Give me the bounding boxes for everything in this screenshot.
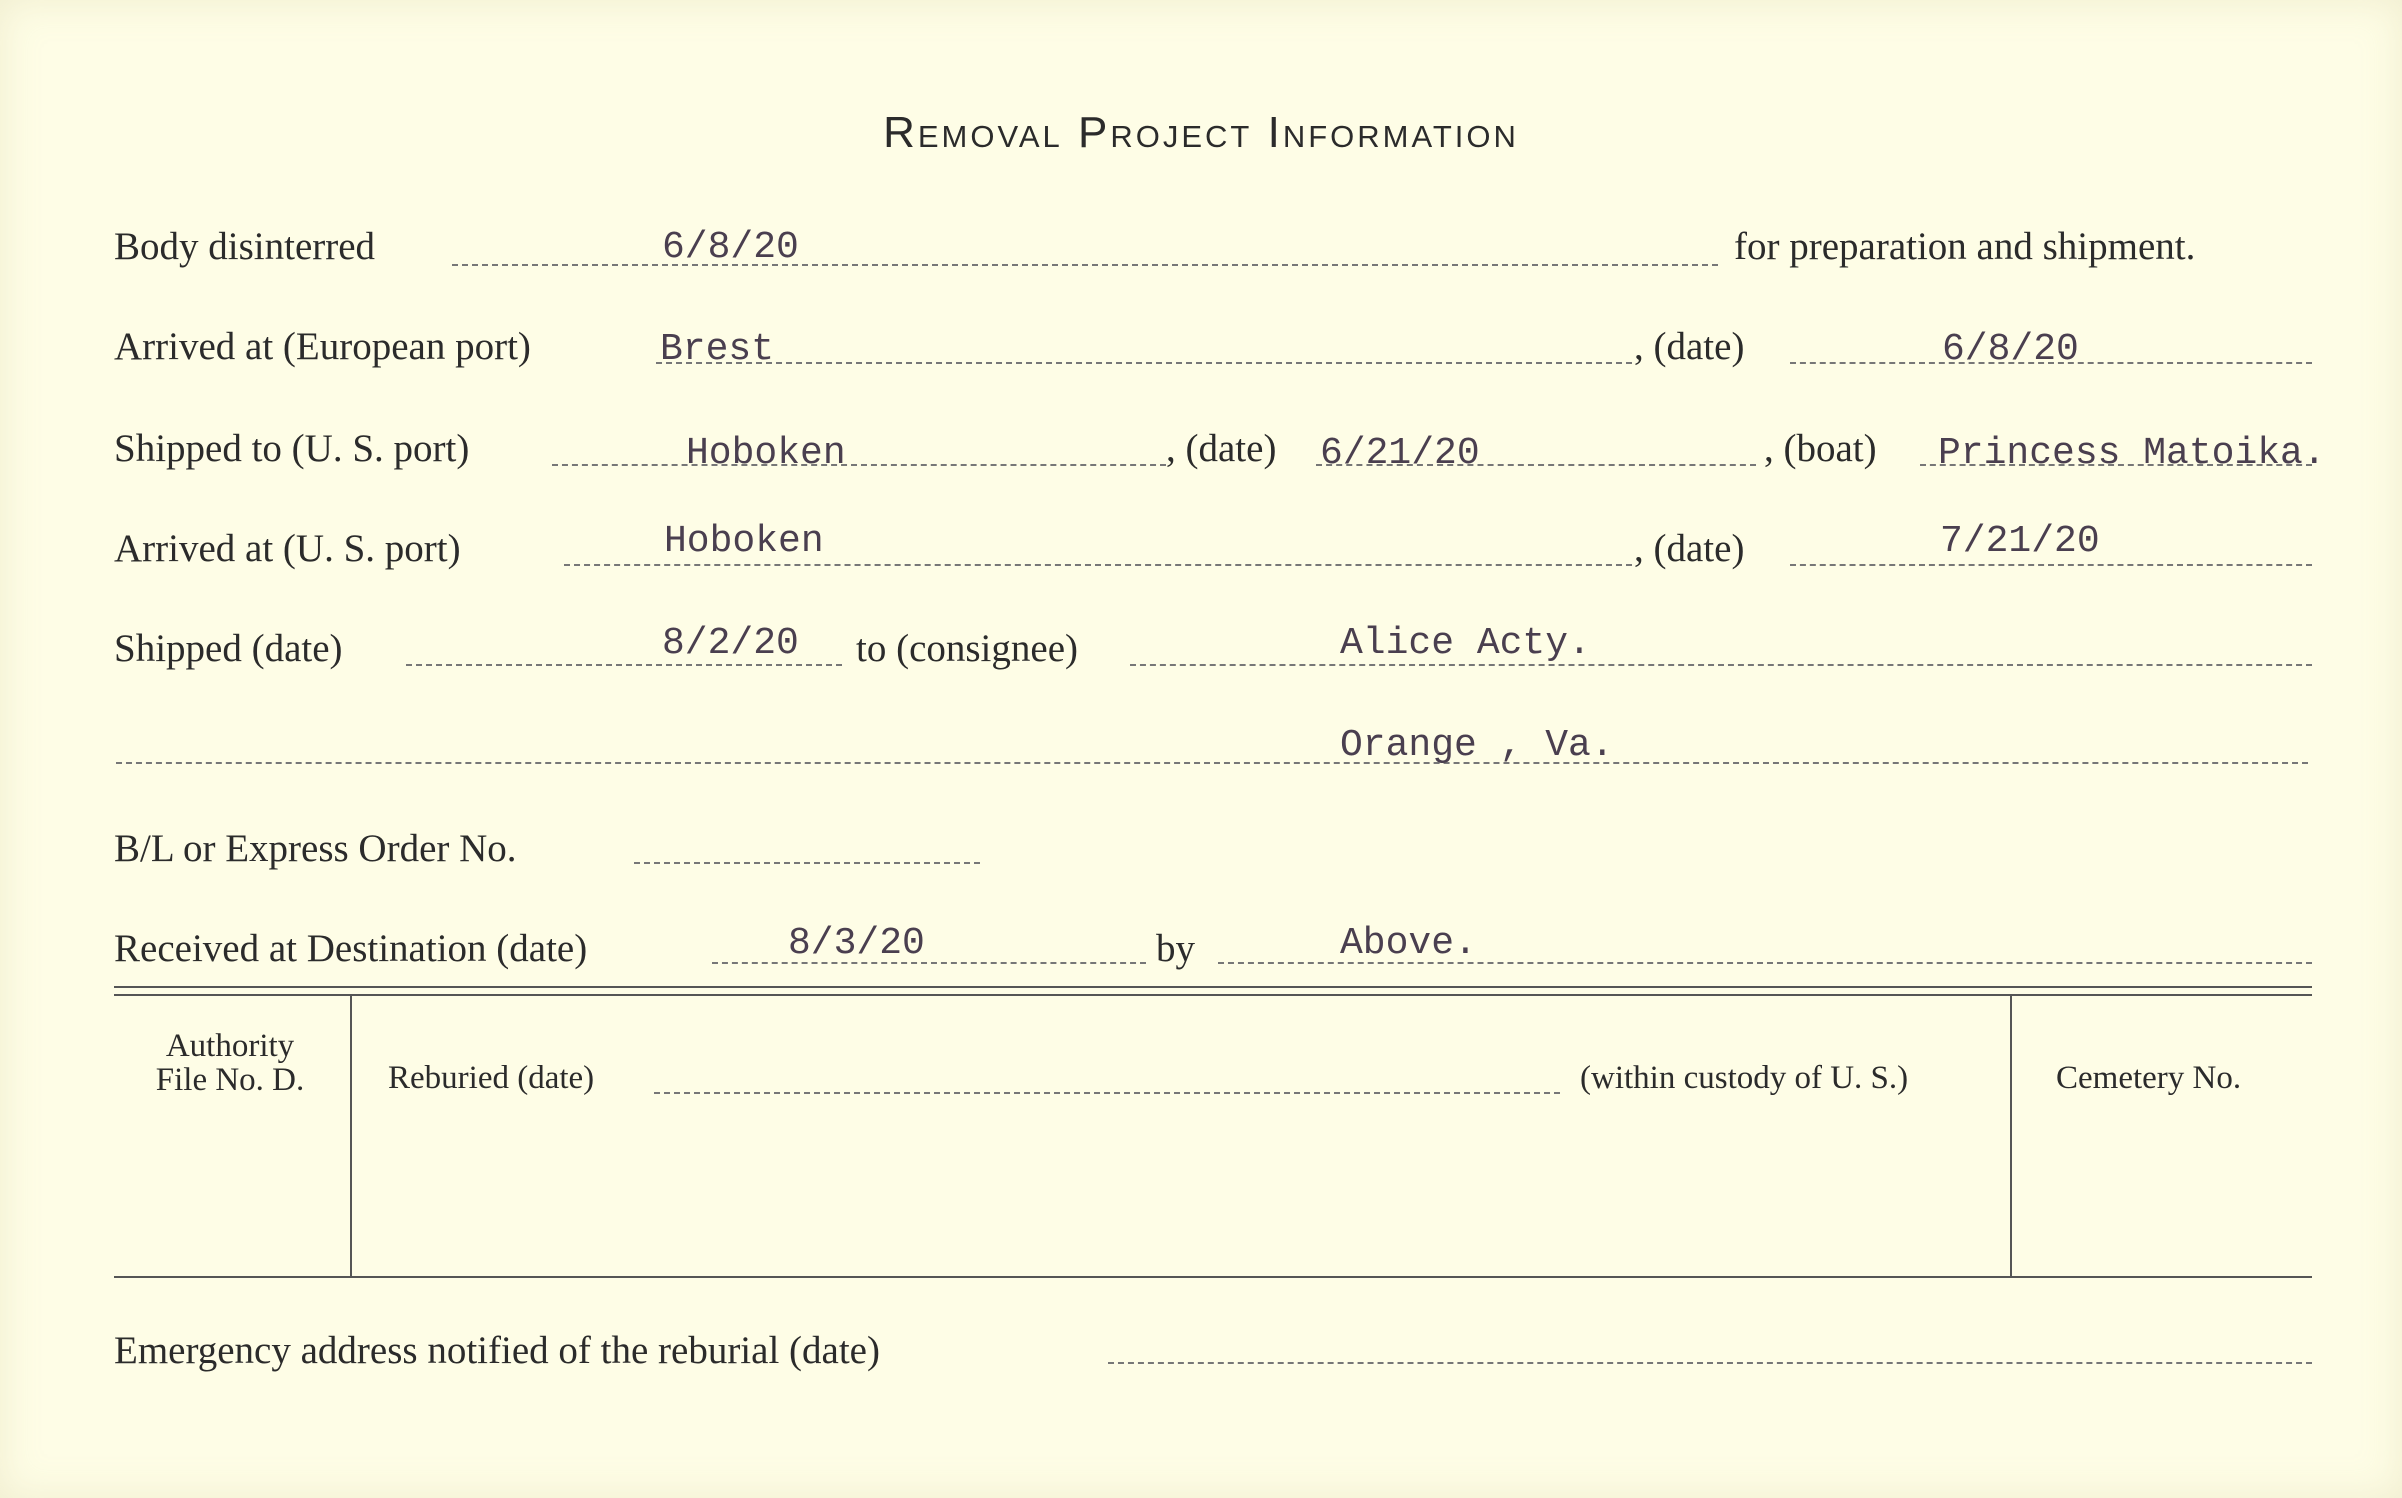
received-date-line bbox=[712, 962, 1146, 964]
received-date-value: 8/3/20 bbox=[788, 922, 925, 965]
authority-file-label: File No. D. bbox=[155, 1062, 305, 1098]
us-port-shipped-value: Hoboken bbox=[686, 432, 846, 475]
received-label: Received at Destination (date) bbox=[114, 927, 588, 970]
box-bottom-rule bbox=[114, 1276, 2312, 1278]
consignee-value: Alice Acty. bbox=[1340, 622, 1591, 665]
authority-divider bbox=[350, 996, 352, 1276]
body-disinterred-line bbox=[452, 264, 1718, 266]
shipped-date-label: Shipped (date) bbox=[114, 627, 343, 670]
authority-label: Authority bbox=[165, 1028, 295, 1064]
us-shipped-date-label: , (date) bbox=[1166, 427, 1277, 470]
european-port-label: Arrived at (European port) bbox=[114, 325, 531, 368]
card-title: Removal Project Information bbox=[883, 108, 1519, 157]
consignee-address-value: Orange , Va. bbox=[1340, 724, 1614, 767]
us-port-arrived-line bbox=[564, 564, 1632, 566]
reburied-line bbox=[654, 1092, 1560, 1094]
box-top-rule bbox=[114, 986, 2312, 988]
european-port-value: Brest bbox=[660, 328, 775, 371]
us-port-shipped-line bbox=[552, 464, 1166, 466]
body-disinterred-value: 6/8/20 bbox=[662, 226, 799, 269]
preparation-shipment-label: for preparation and shipment. bbox=[1734, 225, 2196, 268]
us-shipped-date-value: 6/21/20 bbox=[1320, 432, 1480, 475]
boat-value: Princess Matoika. bbox=[1938, 432, 2326, 475]
us-arrived-date-label: , (date) bbox=[1634, 527, 1745, 570]
bl-order-label: B/L or Express Order No. bbox=[114, 827, 517, 870]
boat-label: , (boat) bbox=[1764, 427, 1877, 470]
european-date-label: , (date) bbox=[1634, 325, 1745, 368]
received-by-value: Above. bbox=[1340, 922, 1477, 965]
us-port-arrived-label: Arrived at (U. S. port) bbox=[114, 527, 461, 570]
body-disinterred-label: Body disinterred bbox=[114, 225, 376, 268]
emergency-line bbox=[1108, 1362, 2312, 1364]
received-by-label: by bbox=[1156, 927, 1195, 970]
consignee-line bbox=[1130, 664, 2312, 666]
emergency-label: Emergency address notified of the reburial (date) bbox=[114, 1329, 880, 1372]
reburied-label: Reburied (date) bbox=[388, 1060, 595, 1096]
consignee-address-line bbox=[116, 762, 2308, 764]
consignee-label: to (consignee) bbox=[856, 627, 1079, 670]
shipped-date-value: 8/2/20 bbox=[662, 622, 799, 665]
us-port-shipped-label: Shipped to (U. S. port) bbox=[114, 427, 470, 470]
european-date-value: 6/8/20 bbox=[1942, 328, 2079, 371]
us-arrived-date-line bbox=[1790, 564, 2312, 566]
us-port-arrived-value: Hoboken bbox=[664, 520, 824, 563]
cemetery-label: Cemetery No. bbox=[2056, 1060, 2242, 1096]
us-arrived-date-value: 7/21/20 bbox=[1940, 520, 2100, 563]
box-top-rule-double bbox=[114, 994, 2312, 996]
custody-label: (within custody of U. S.) bbox=[1580, 1060, 1909, 1096]
bl-order-line bbox=[634, 862, 980, 864]
cemetery-divider bbox=[2010, 996, 2012, 1276]
european-port-line bbox=[656, 362, 1632, 364]
